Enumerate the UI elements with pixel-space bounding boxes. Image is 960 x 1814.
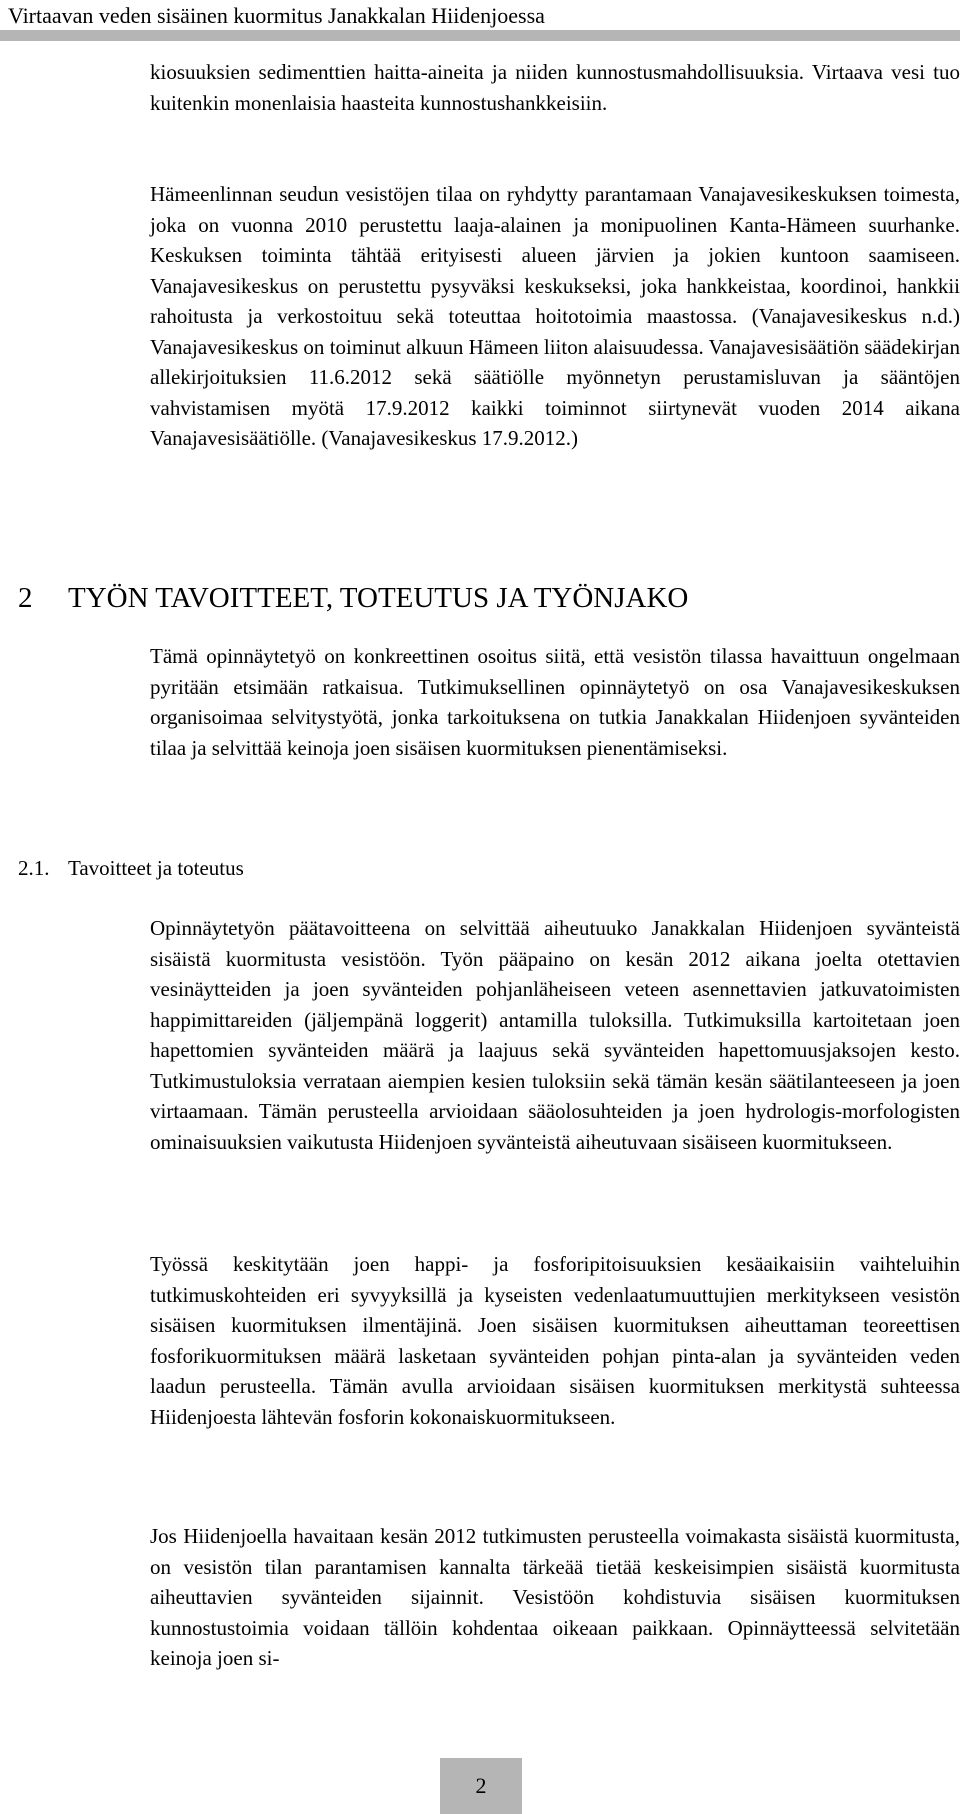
paragraph-outcome: Jos Hiidenjoella havaitaan kesän 2012 tutkimusten perusteella voimakasta sisäistä kuormitusta, on vesistön tilan parantamisen kannalta tärkeää tietää keskeisimpien sisäistä kuormitusta aiheuttavien syvänteiden sijainnit. Vesistöön kohdistuvia sisäisen kuormituksen kunnostustoimia voidaan tällöin kohdentaa oikeaan paikkaan. Opinnäytteessä selvitetään keinoja joen si- [150,1524,960,1670]
paragraph-vanajavesikeskus: Hämeenlinnan seudun vesistöjen tilaa on ryhdytty parantamaan Vanajavesikeskuksen toimesta, joka on vuonna 2010 perustettu laaja-alainen ja monipuolinen Kanta-Hämeen suurhanke. Keskuksen toiminta tähtää erityisesti alueen järvien ja jokien kuntoon saamiseen. Vanajavesikeskus on perustettu pysyväksi keskukseksi, joka hankkeistaa, koordinoi, hankkii rahoitusta ja verkostoituu sekä toteuttaa hoitotoimia maastossa. (Vanajavesikeskus n.d.) Vanajavesikeskus on toiminut alkuun Hämeen liiton alaisuudessa. Vanajavesisäätiön säädekirjan allekirjoituksien 11.6.2012 sekä säätiölle myönnetyn perustamisluvan ja sääntöjen vahvistamisen myötä 17.9.2012 kaikki toiminnot siirtynevät vuoden 2014 aikana Vanajavesisäätiölle. (Vanajavesikeskus 17.9.2012.) [150,182,960,450]
page-header [0,0,960,34]
chapter-title: TYÖN TAVOITTEET, TOTEUTUS JA TYÖNJAKO [68,582,689,614]
header-rule [0,30,960,41]
section-heading [18,853,244,883]
page-number-box [440,1758,522,1814]
chapter-heading [18,580,688,616]
paragraph-continuation: kiosuuksien sedimenttien haitta-aineita ja niiden kunnostusmahdollisuuksia. Virtaava vesi tuo kuitenkin monenlaisia haasteita kunnostushankkeisiin. [150,60,960,115]
section-title: Tavoitteet ja toteutus [68,856,244,880]
paragraph-main-goal: Opinnäytetyön päätavoitteena on selvittää aiheutuuko Janakkalan Hiidenjoen syvänteistä sisäistä kuormitusta vesistöön. Työn pääpaino on kesän 2012 aikana joelta otettavien vesinäytteiden ja joen syvänteiden pohjanläheiseen veteen asennettavien jatkuvatoimisten happimittareiden (jäljempänä loggerit) antamilla tuloksilla. Tutkimuksilla kartoitetaan joen hapettomien syvänteiden määrä ja laajuus sekä syvänteiden hapettomuusjaksojen kesto. Tutkimustuloksia verrataan aiempien kesien tuloksiin sekä tämän kesän säätilanteeseen ja joen virtaamaan. Tämän perusteella arvioidaan sääolosuhteiden ja joen hydrologis-morfologisten ominaisuuksien vaikutusta Hiidenjoen syvänteistä aiheutuvaan sisäiseen kuormitukseen. [150,916,960,1154]
section-number: 2.1. [18,856,50,880]
page-number: 2 [475,1773,487,1798]
paragraph-focus: Työssä keskitytään joen happi- ja fosforipitoisuuksien kesäaikaisiin vaihteluihin tutkimuskohteiden eri syvyyksillä ja kyseisten vedenlaatumuuttujien merkitykseen vesistön sisäisen kuormituksen ilmentäjinä. Joen sisäisen kuormituksen aiheuttaman teoreettisen fosforikuormituksen määrä lasketaan syvänteiden pohjan pinta-alan ja syvänteiden veden laadun perusteella. Tämän avulla arvioidaan sisäisen kuormituksen merkitystä suhteessa Hiidenjoesta lähtevän fosforin kokonaiskuormitukseen. [150,1252,960,1429]
running-title: Virtaavan veden sisäinen kuormitus Janakkalan Hiidenjoessa [8,3,545,28]
paragraph-intro: Tämä opinnäytetyö on konkreettinen osoitus siitä, että vesistön tilassa havaittuun ongelmaan pyritään etsimään ratkaisua. Tutkimuksellinen opinnäytetyö on osa Vanajavesikeskuksen organisoimaa selvitystyötä, jonka tarkoituksena on tutkia Janakkalan Hiidenjoen syvänteiden tilaa ja selvittää keinoja joen sisäisen kuormituksen pienentämiseksi. [150,644,960,760]
chapter-number: 2 [18,582,33,614]
